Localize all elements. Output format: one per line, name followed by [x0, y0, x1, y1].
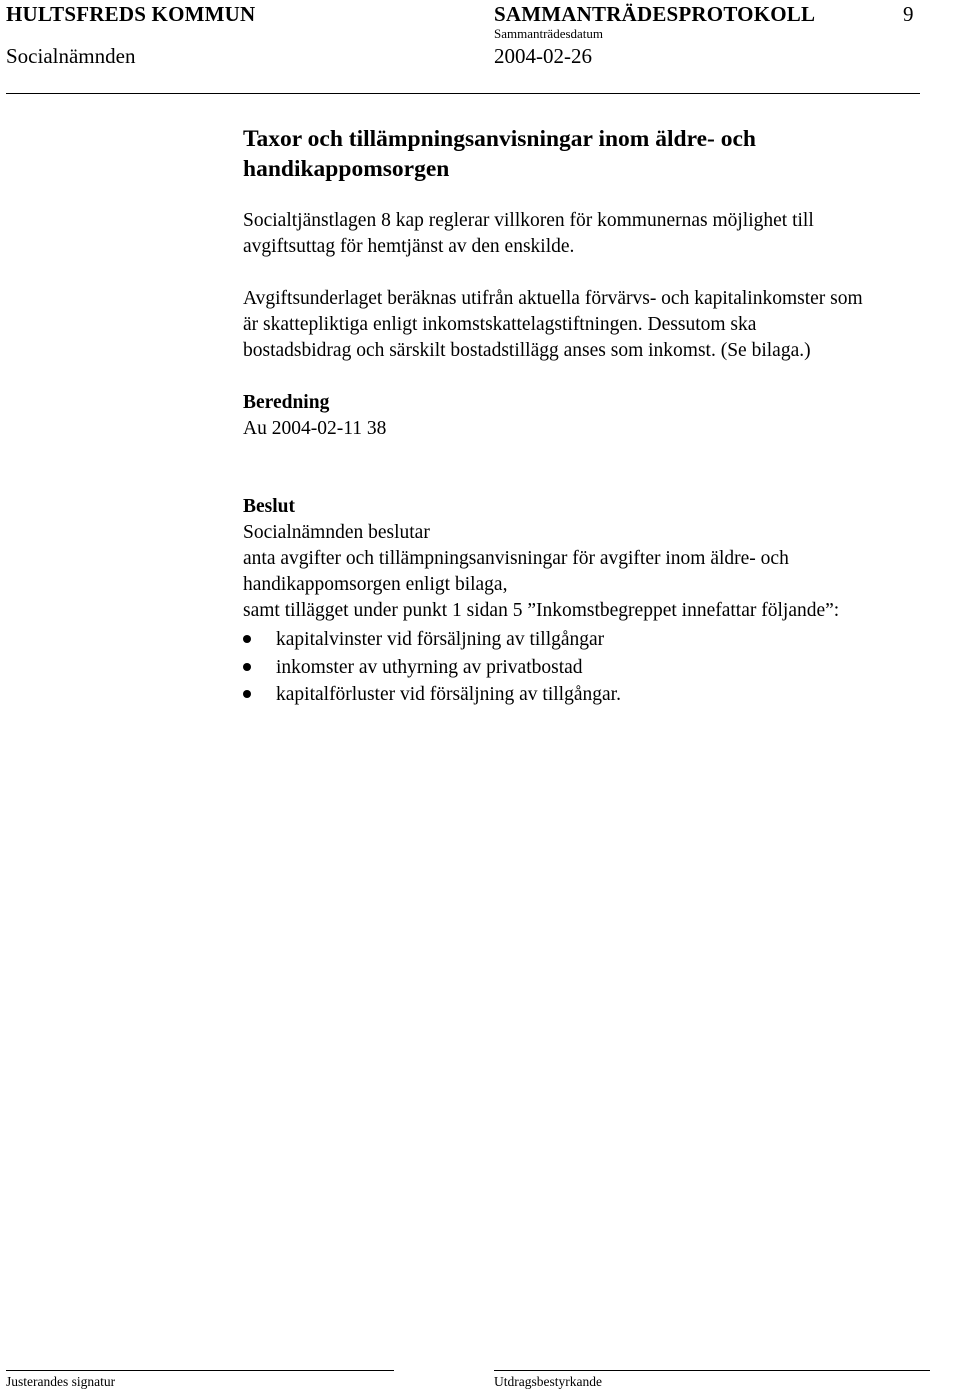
paragraph-fee-basis: [243, 286, 863, 364]
preparation-reference: Au 2004-02-11 38: [243, 418, 387, 439]
list-item-text: inkomster av uthyrning av privatbostad: [276, 656, 583, 678]
meeting-date-label: Sammanträdesdatum: [494, 26, 604, 41]
decision-block: [243, 494, 839, 624]
text-line: avgiftsuttag för hemtjänst av den enskilde.: [243, 236, 575, 257]
municipality-name: HULTSFREDS KOMMUN: [6, 2, 256, 26]
list-item: [243, 681, 621, 709]
text-line: Socialtjänstlagen 8 kap reglerar villkoren för kommunernas möjlighet till: [243, 210, 814, 231]
signature-label: Justerandes signatur: [6, 1374, 116, 1389]
extract-label: Utdragsbestyrkande: [494, 1374, 602, 1389]
decision-line: anta avgifter och tillämpningsanvisningar för avgifter inom äldre- och: [243, 548, 789, 569]
text-line: bostadsbidrag och särskilt bostadstillägg anses som inkomst. (Se bilaga.): [243, 340, 811, 361]
paragraph-legal-basis: [243, 208, 814, 260]
text-line: Avgiftsunderlaget beräknas utifrån aktuella förvärvs- och kapitalinkomster som: [243, 288, 863, 309]
list-item: [243, 654, 621, 682]
income-items-list: [243, 626, 621, 709]
preparation-block: [243, 390, 386, 442]
decision-line: samt tillägget under punkt 1 sidan 5 ”Inkomstbegreppet innefattar följande”:: [243, 600, 840, 621]
meeting-date: 2004-02-26: [494, 44, 592, 68]
text-line: är skattepliktiga enligt inkomstskattelagstiftningen. Dessutom ska: [243, 314, 757, 335]
list-item: [243, 626, 621, 654]
page-number: 9: [903, 2, 914, 26]
list-item-text: kapitalvinster vid försäljning av tillgångar: [276, 629, 605, 650]
list-item-text: kapitalförluster vid försäljning av tillgångar.: [276, 684, 621, 705]
header-divider: [6, 93, 920, 94]
bullet-icon: [243, 690, 251, 698]
bullet-icon: [243, 663, 251, 671]
decision-heading: Beslut: [243, 496, 296, 517]
bullet-icon: [243, 635, 251, 643]
section-title: Taxor och tillämpningsanvisningar inom äldre- och handikappomsorgen: [243, 126, 756, 182]
decision-line: handikappomsorgen enligt bilaga,: [243, 574, 508, 595]
board-name: Socialnämnden: [6, 44, 136, 68]
document-type: SAMMANTRÄDESPROTOKOLL: [494, 2, 816, 26]
extract-line: [494, 1370, 930, 1371]
decision-line: Socialnämnden beslutar: [243, 522, 430, 543]
signature-line: [6, 1370, 394, 1371]
preparation-heading: Beredning: [243, 392, 330, 413]
